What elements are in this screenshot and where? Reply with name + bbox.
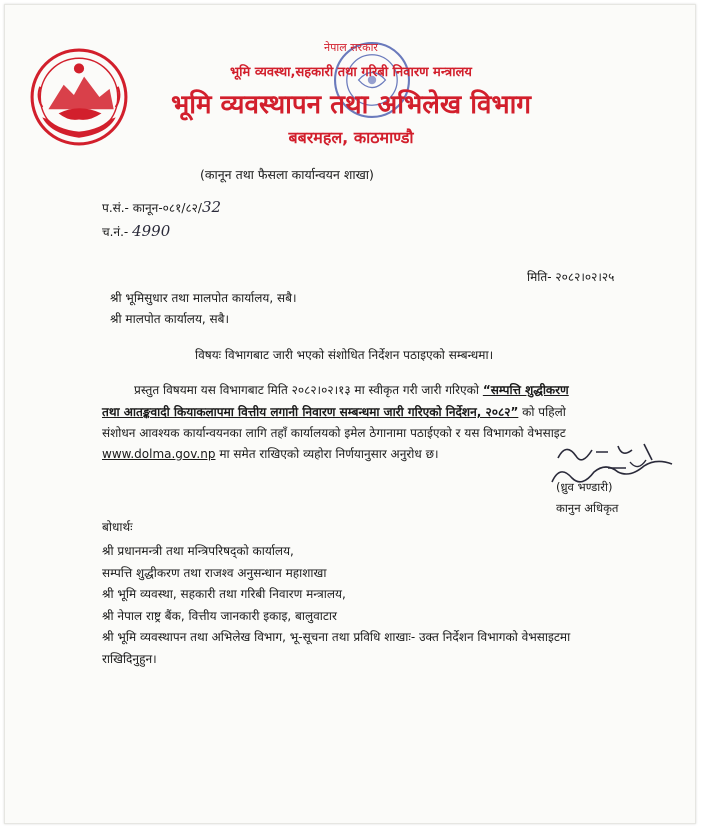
directive-title: तथा आतङ्कवादी कियाकलापमा वित्तीय लगानी निवारण सम्बन्धमा जारी गरिएको निर्देशन, २०८२” [102,405,519,419]
body-line-2 [102,403,566,420]
ministry-name: भूमि व्यवस्था,सहकारी तथा गरिबी निवारण मन्त्रालय [230,65,472,80]
letter-number-label: प.सं.- कानून-०८१/८२/ [102,201,202,215]
body-line-4 [102,445,439,462]
dispatch-number [102,222,170,240]
addressee-line: श्री भूमिसुधार तथा मालपोत कार्यालय, सबै। [110,291,297,305]
cc-label: बोधार्थः [102,520,133,534]
signatory-title: कानुन अधिकृत [556,501,619,515]
cc-item: श्री भूमि व्यवस्था, सहकारी तथा गरिबी निवारण मन्त्रालय, [102,587,346,601]
addressee-line: श्री मालपोत कार्यालय, सबै। [110,312,230,326]
body-line-1 [134,381,569,398]
website-link[interactable]: www.dolma.gov.np [102,447,216,461]
dispatch-number-handwritten: 4990 [132,222,171,240]
cc-item: श्री प्रधानमन्त्री तथा मन्त्रिपरिषद्को कार्यालय, [102,544,294,558]
directive-title: “सम्पत्ति शुद्धीकरण [482,383,569,397]
body-text: मा समेत राखिएको व्यहोरा निर्णयानुसार अनुरोध छ। [219,447,439,461]
signatory-name: (ध्रुव भण्डारी) [556,480,613,494]
subject-line: विषयः विभागबाट जारी भएको संशोधित निर्देशन पठाइएको सम्बन्धमा। [195,348,494,362]
department-name: भूमि व्यवस्थापन तथा अभिलेख विभाग [170,90,532,120]
branch-name: (कानून तथा फैसला कार्यान्वयन शाखा) [200,167,374,182]
letter-number [102,198,221,216]
letter-date: मिति- २०८२।०२।२५ [527,270,615,284]
cc-item: राखिदिनुहुन। [102,652,157,666]
body-line-3: संशोधन आवश्यक कार्यान्वयनका लागि तहाँ कार्यालयको इमेल ठेगानामा पठाईएको र यस विभागको वेभसाइट [102,426,566,440]
cc-item: सम्पत्ति शुद्धीकरण तथा राजश्व अनुसन्धान महाशाखा [102,566,327,580]
cc-item: श्री नेपाल राष्ट्र बैंक, वित्तीय जानकारी इकाइ, बालुवाटार [102,609,337,623]
cc-item: श्री भूमि व्यवस्थापन तथा अभिलेख विभाग, भू-सूचना तथा प्रविधि शाखाः- उक्त निर्देशन विभागको वेभसाइटमा [102,630,571,644]
dispatch-number-label: च.नं.- [102,225,129,239]
government-name: नेपाल सरकार [324,41,378,54]
body-text: प्रस्तुत विषयमा यस विभागबाट मिति २०८२।०२।१३ मा स्वीकृत गरी जारी गरिएको [134,383,480,397]
body-text: को पहिलो [522,405,566,419]
office-location: बबरमहल, काठमाण्डौ [288,128,414,147]
letter-number-handwritten: 32 [201,198,222,216]
